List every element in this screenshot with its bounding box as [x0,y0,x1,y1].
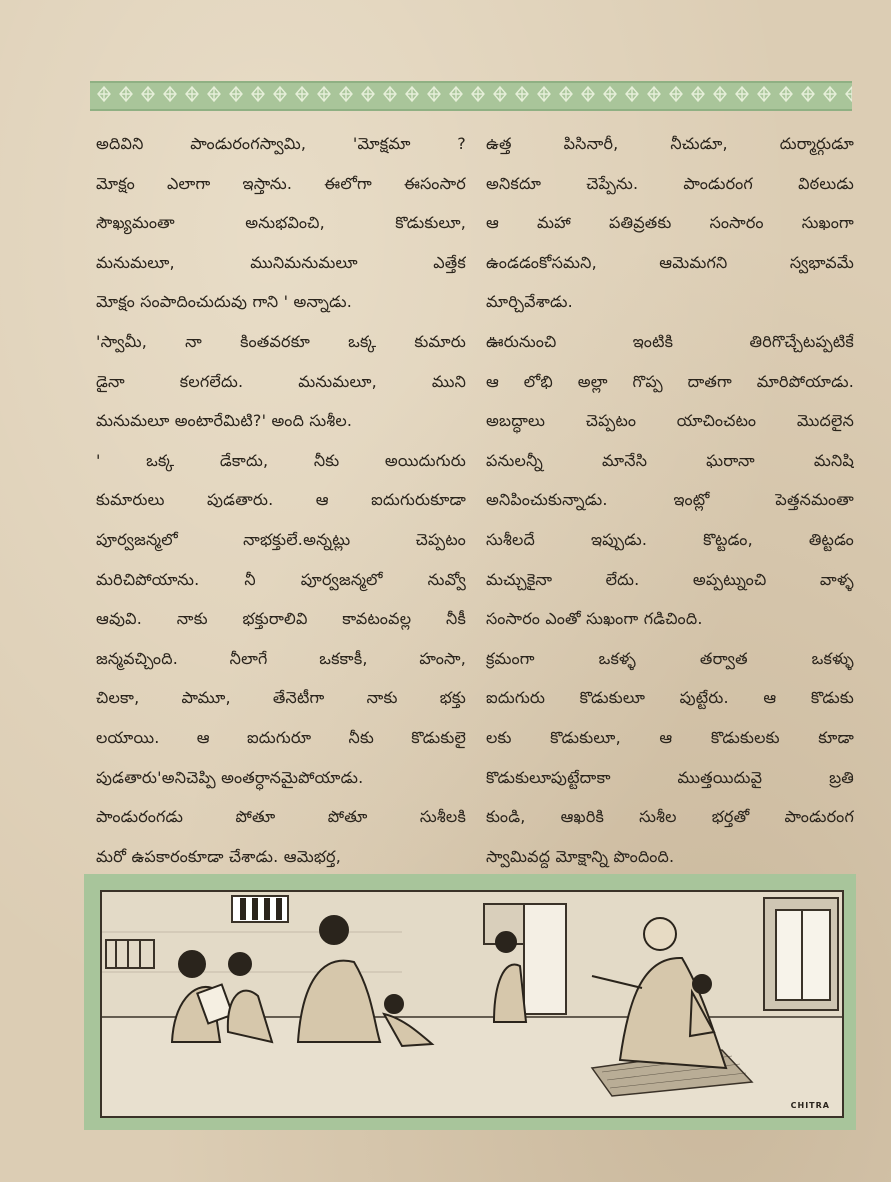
text-line: స్వామివద్ద మోక్షాన్ని పొందింది. [486,846,675,866]
text-line: అదివిని పాండురంగస్వామి, 'మోక్షమా ? [96,134,466,153]
family-scene-image [102,892,842,1116]
text-line: ఆవువి. నాకు భక్తురాలివి కావటంవల్ల నీకీ [96,609,466,629]
text-line: జన్మవచ్చింది. నీలాగే ఒకకాకీ, హంసా, [96,648,466,668]
star-pattern-icon [90,83,852,105]
text-line: ఆ లోభి అల్లా గొప్ప దాతగా మారిపోయాడు. [486,371,854,391]
text-line: మనుమలూ, మునిమనుమలూ ఎత్తేక [96,252,466,272]
text-line: ఉత్త పిసినారీ, నీచుడూ, దుర్మార్గుడూ [486,134,854,153]
text-line: మరో ఉపకారంకూడా చేశాడు. ఆమెభర్త, [96,846,342,866]
text-line: ఉండడంకోసమని, ఆమెమగని స్వభావమే [486,252,854,272]
text-line: కుండి, ఆఖరికి సుశీల భర్తతో పాండురంగ [486,807,854,827]
text-line: పాండురంగడు పోతూ పోతూ సుశీలకి [96,807,466,827]
text-line: క్రమంగా ఒకళ్ళ తర్వాత ఒకళ్ళు [486,648,854,668]
text-line: మరిచిపోయాను. నీ పూర్వజన్మలో నువ్వో [96,569,466,589]
right-column [486,124,854,876]
text-line: మోక్షం ఎలాగా ఇస్తాను. ఈలోగా ఈసంసార [96,173,466,193]
text-line: అనిపించుకున్నాడు. ఇంట్లో పెత్తనమంతా [486,490,854,510]
text-line: మచ్చుకైనా లేదు. అప్పట్నుంచి వాళ్ళ [486,569,854,589]
text-line: మార్చివేశాడు. [486,292,573,312]
text-line: ఐదుగురు కొడుకులూ పుట్టేరు. ఆ కొడుకు [486,688,854,708]
illustration-frame [84,874,856,1130]
text-line: కొడుకులూపుట్టేదాకా ముత్తయిదువై బ్రతి [486,767,854,787]
text-line: లకు కొడుకులూ, ఆ కొడుకులకు కూడా [486,727,854,747]
text-line: సంసారం ఎంతో సుఖంగా గడిచింది. [486,609,703,629]
text-line: పుడతారు'అనిచెప్పి అంతర్ధానమైపోయాడు. [96,767,364,787]
text-line: పనులన్నీ మానేసి ఘరానా మనిషి [486,450,854,470]
text-line: మనుమలూ అంటారేమిటి?' అంది సుశీల. [96,411,353,431]
text-line: ఆ మహా పతివ్రతకు సంసారం సుఖంగా [486,213,854,233]
text-line: అనికదూ చెప్పేను. పాండురంగ విఠలుడు [486,173,854,193]
decorative-border [90,81,852,111]
text-line: ఊరునుంచి ఇంటికి తిరిగొచ్చేటప్పటికే [486,331,854,351]
text-line: పూర్వజన్మలో నాభక్తులే.అన్నట్లు చెప్పటం [96,529,466,549]
illustration [100,890,844,1118]
text-line: అబద్ధాలు చెప్పటం యాచించటం మొదలైన [486,411,854,431]
text-line: ' ఒక్క డేకాదు, నీకు అయిదుగురు [96,450,466,470]
text-line: సుశీలదే ఇప్పుడు. కొట్టడం, తిట్టడం [486,529,854,549]
window-left-icon [232,896,288,922]
text-line: చిలకా, పామూ, తేనెటీగా నాకు భక్తు [96,688,466,708]
text-line: కుమారులు పుడతారు. ఆ ఐదుగురుకూడా [96,490,466,510]
text-line: డైనా కలగలేదు. మనుమలూ, ముని [96,371,466,391]
artist-signature: CHITRA [790,1101,830,1110]
text-line: లయాయి. ఆ ఐదుగురూ నీకు కొడుకులై [96,727,466,747]
left-column [96,124,466,876]
text-line: సౌఖ్యమంతా అనుభవించి, కొడుకులూ, [96,213,466,233]
text-line: 'స్వామీ, నా కింతవరకూ ఒక్క కుమారు [96,331,466,351]
text-line: మోక్షం సంపాదించుదువు గాని ' అన్నాడు. [96,292,353,312]
